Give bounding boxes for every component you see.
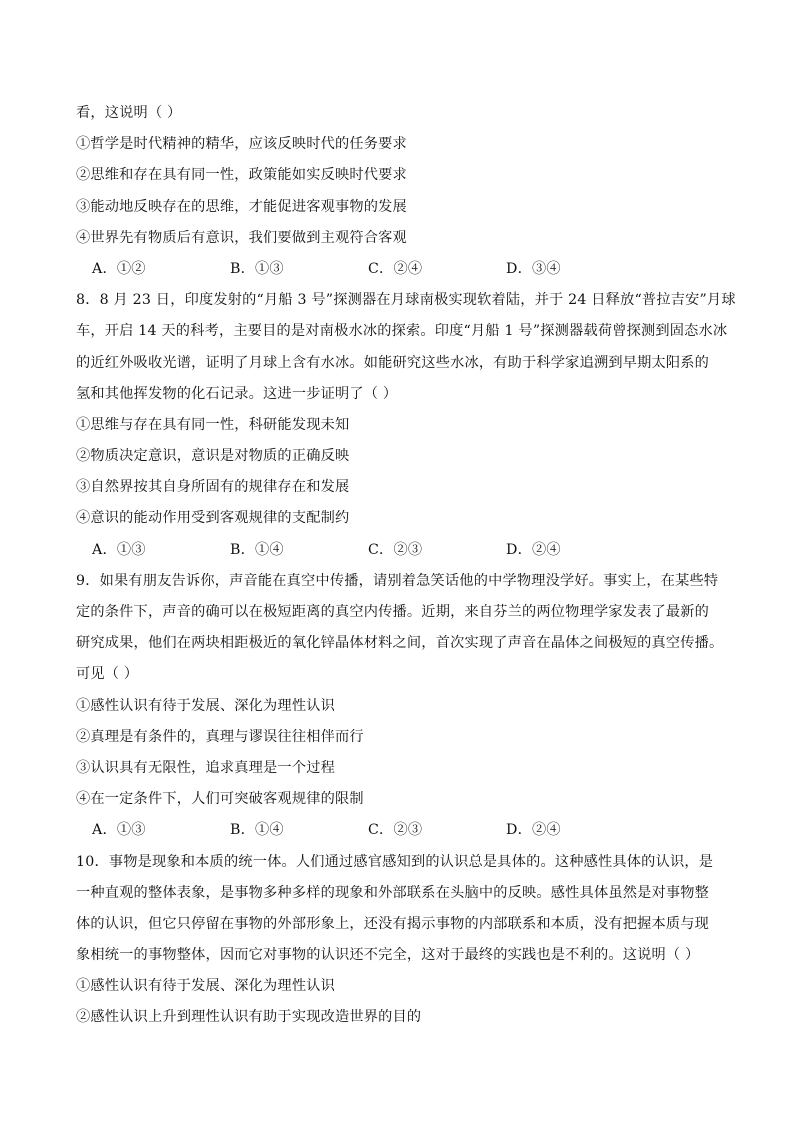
q9-stem-line-2: 定的条件下，声音的确可以在极短距离的真空内传播。近期，来自芬兰的两位物理学家发表了最新的 <box>76 604 710 620</box>
q8-stem-line-3: 的近红外吸收光谱，证明了月球上含有水冰。如能研究这些水冰，有助于科学家追溯到早期太阳系的 <box>76 354 710 371</box>
q8-option-c: C．②③ <box>368 541 423 558</box>
q7-item-4: ④世界先有物质后有意识，我们要做到主观符合客观 <box>76 229 407 246</box>
q9-stem-line-1: 9．如果有朋友告诉你，声音能在真空中传播，请别着急笑话他的中学物理没学好。事实上，在某些特 <box>76 572 719 589</box>
q9-options <box>76 815 756 846</box>
q8-item-3: ③自然界按其自身所固有的规律存在和发展 <box>76 479 350 496</box>
q7-item-1: ①哲学是时代精神的精华，应该反映时代的任务要求 <box>76 136 407 153</box>
q10-item-1: ①感性认识有待于发展、深化为理性认识 <box>76 978 335 995</box>
q7-option-d: D．③④ <box>506 260 561 277</box>
q10-stem-line-3: 体的认识，但它只停留在事物的外部形象上，还没有揭示事物的内部联系和本质，没有把握本质与现 <box>76 915 710 932</box>
q7-option-b: B．①③ <box>230 260 284 277</box>
q7-item-3: ③能动地反映存在的思维，才能促进客观事物的发展 <box>76 198 407 215</box>
q10-stem-line-1: 10．事物是现象和本质的统一体。人们通过感官感知到的认识总是具体的。这种感性具体的认识，是 <box>76 853 714 870</box>
q10-stem-line-4: 象相统一的事物整体，因而它对事物的认识还不完全，这对于最终的实践也是不利的。这说明（ ） <box>76 947 700 964</box>
q8-option-d: D．②④ <box>506 541 561 558</box>
q8-stem-line-1: 8．8 月 23 日，印度发射的“月船 3 号”探测器在月球南极实现软着陆，并于 24 日释放“普拉吉安”月球 <box>76 292 736 309</box>
q9-stem-line-4: 可见（ ） <box>76 666 139 683</box>
q10-item-2: ②感性认识上升到理性认识有助于实现改造世界的目的 <box>76 1009 422 1026</box>
q9-option-b: B．①④ <box>230 822 284 839</box>
q9-item-4: ④在一定条件下，人们可突破客观规律的限制 <box>76 791 364 808</box>
q9-item-1: ①感性认识有待于发展、深化为理性认识 <box>76 697 335 714</box>
q8-item-2: ②物质决定意识，意识是对物质的正确反映 <box>76 448 350 465</box>
q9-item-2: ②真理是有条件的，真理与谬误往往相伴而行 <box>76 728 364 745</box>
q9-option-d: D．②④ <box>506 822 561 839</box>
q8-options <box>76 535 756 566</box>
q10-stem-line-2: 一种直观的整体表象，是事物多种多样的现象和外部联系在头脑中的反映。感性具体虽然是对事物整 <box>76 884 710 901</box>
q7-item-2: ②思维和存在具有同一性，政策能如实反映时代要求 <box>76 167 407 184</box>
page-content <box>76 98 756 1034</box>
q7-options <box>76 254 756 285</box>
q8-option-a: A．①③ <box>92 541 146 558</box>
q9-option-c: C．②③ <box>368 822 423 839</box>
q8-item-4: ④意识的能动作用受到客观规律的支配制约 <box>76 510 350 527</box>
q7-stem-tail: 看，这说明（ ） <box>76 105 182 121</box>
q8-stem-line-2: 车，开启 14 天的科考，主要目的是对南极水冰的探索。印度“月船 1 号”探测器载荷曾探测到固态水冰 <box>76 323 728 340</box>
q7-option-a: A．①② <box>92 260 146 277</box>
q8-option-b: B．①④ <box>230 541 284 558</box>
q8-item-1: ①思维与存在具有同一性，科研能发现未知 <box>76 416 350 433</box>
q9-stem-line-3: 研究成果，他们在两块相距极近的氧化锌晶体材料之间，首次实现了声音在晶体之间极短的真空传播。 <box>76 635 724 652</box>
q9-item-3: ③认识具有无限性，追求真理是一个过程 <box>76 759 335 776</box>
q8-stem-line-4: 氢和其他挥发物的化石记录。这进一步证明了（ ） <box>76 385 398 402</box>
q9-option-a: A．①③ <box>92 822 146 839</box>
q7-option-c: C．②④ <box>368 260 423 277</box>
